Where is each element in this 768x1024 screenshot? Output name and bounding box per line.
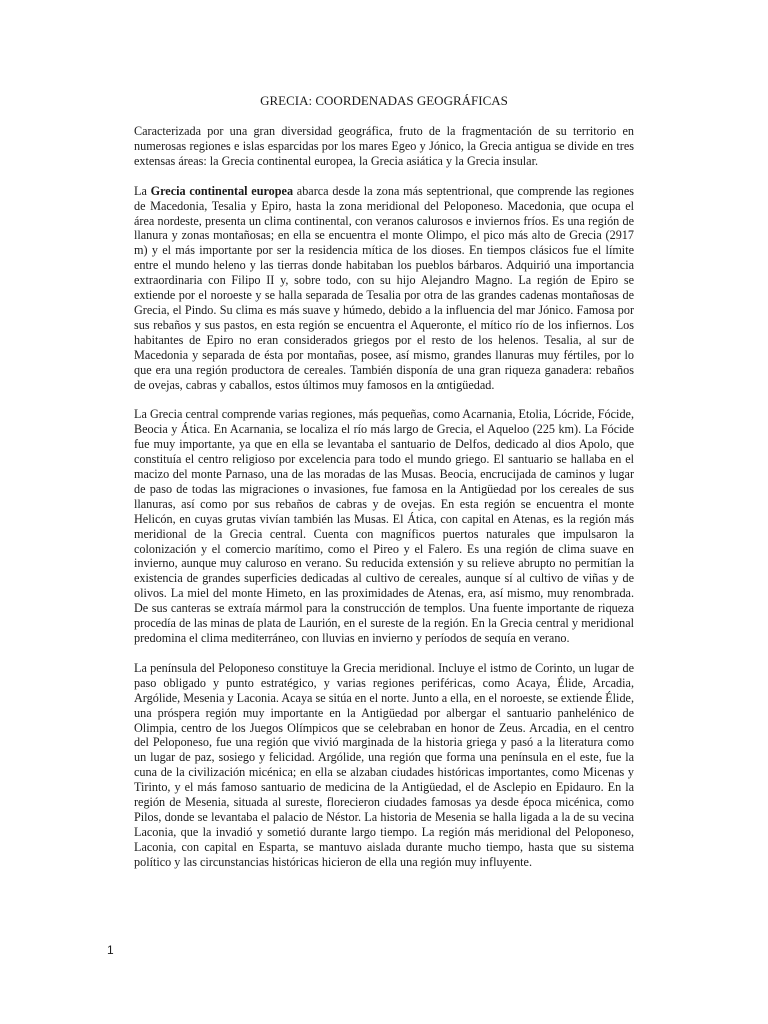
- paragraph-peloponeso: La península del Peloponeso constituye la Grecia meridional. Incluye el istmo de Corinto, un lugar de paso obligado y punto estratégico, y varias regiones periféricas, como Acaya, Élide, Arcadia, Argólide, Mesenia y Laconia. Acaya se sitúa en el norte. Junto a ella, en el noroeste, se extiende Élide, una próspera región muy importante en la Antigüedad por albergar el santuario panhelénico de Olimpia, centro de los Juegos Olímpicos que se celebraban en honor de Zeus. Arcadia, en el centro del Peloponeso, fue una región que vivió marginada de la historia griega y pasó a la literatura como un lugar de paz, sosiego y felicidad. Argólide, una región que forma una península en el este, fue la cuna de la civilización micénica; en ella se alzaban ciudades históricas importantes, como Micenas y Tirinto, y el más famoso santuario de medicina de la Antigüedad, el de Asclepio en Epidauro. En la región de Mesenia, situada al sureste, florecieron ciudades famosas ya desde época micénica, como Pilos, donde se levantaba el palacio de Néstor. La historia de Mesenia se halla ligada a la de su vecina Laconia, que la invadió y sometió durante largo tiempo. La región más meridional del Peloponeso, Laconia, con capital en Esparta, se mantuvo aislada durante mucho tiempo, hasta que su sistema político y las circunstancias históricas hicieron de ella una región muy influyente.: [134, 660, 634, 869]
- document-title: GRECIA: COORDENADAS GEOGRÁFICAS: [260, 93, 508, 108]
- paragraph-body: abarca desde la zona más septentrional, que comprende las regiones de Macedonia, Tesalia y Epiro, hasta la zona meridional del Peloponeso. Macedonia, que ocupa el área nordeste, presenta un clima continental, con veranos calurosos e inviernos fríos. Es una región de llanura y zonas montañosas; en ella se encuentra el monte Olimpo, el pico más alto de Grecia (2917 m) y el más importante por ser la residencia mítica de los dioses. En tiempos clásicos fue el límite entre el mundo heleno y las tierras donde habitaban los pueblos bárbaros. Adquirió una importancia extraordinaria con Filipo II y, sobre todo, con su hijo Alejandro Magno. La región de Epiro se extiende por el noroeste y se halla separada de Tesalia por otra de las grandes cadenas montañosas de Grecia, el Pindo. Su clima es más suave y húmedo, debido a la influencia del mar Jónico. Famosa por sus rebaños y sus pastos, en esta región se encuentra el Aqueronte, el mítico río de los infiernos. Los habitantes de Epiro no eran considerados griegos por el resto de los helenos. Tesalia, al sur de Macedonia y separada de ésta por montañas, posee, así mismo, grandes llanuras muy fértiles, por lo que era una región productora de cereales. También disponía de una gran riqueza ganadera: rebaños de ovejas, cabras y caballos, estos últimos muy famosos en la αntigüedad.: [134, 183, 634, 392]
- document-body: [134, 124, 634, 885]
- paragraph-grecia-central: La Grecia central comprende varias regiones, más pequeñas, como Acarnania, Etolia, Lócride, Fócide, Beocia y Ática. En Acarnania, se localiza el río más largo de Grecia, el Aqueloo (225 km). La Fócide fue muy importante, ya que en ella se levantaba el santuario de Delfos, dedicado al dios Apolo, que constituía el centro religioso por excelencia para todo el mundo griego. El santuario se hallaba en el macizo del monte Parnaso, una de las moradas de las Musas. Beocia, encrucijada de caminos y lugar de paso de todas las migraciones o invasiones, fue famosa en la Antigüedad por los cereales de sus llanuras, así como por sus rebaños de cabras y de ovejas. En esta región se encuentra el monte Helicón, en cuyas grutas vivían también las Musas. El Ática, con capital en Atenas, es la región más meridional de la Grecia central. Cuenta con magníficos puertos naturales que impulsaron la colonización y el comercio marítimo, como el Pireo y el Falero. Es una región de clima suave en invierno, aunque muy caluroso en verano. Su reducida extensión y su relieve abrupto no permitían la existencia de grandes superficies dedicadas al cultivo de cereales, aunque sí al cultivo de viñas y de olivos. La miel del monte Himeto, en las proximidades de Atenas, era, así mismo, muy renombrada. De sus canteras se extraía mármol para la construcción de templos. Una fuente importante de riqueza procedía de las minas de plata de Laurión, en el sureste de la región. En la Grecia central y meridional predomina el clima mediterráneo, con lluvias en invierno y períodos de sequía en verano.: [134, 407, 634, 645]
- bold-term-grecia-continental: Grecia continental europea: [150, 183, 294, 198]
- page-number: 1: [107, 943, 114, 957]
- paragraph-intro: Caracterizada por una gran diversidad geográfica, fruto de la fragmentación de su territorio en numerosas regiones e islas esparcidas por los mares Egeo y Jónico, la Grecia antigua se divide en tres extensas áreas: la Grecia continental europea, la Grecia asiática y la Grecia insular.: [134, 124, 634, 168]
- paragraph-continental-europea: [134, 184, 634, 393]
- paragraph-prefix: La: [134, 183, 151, 198]
